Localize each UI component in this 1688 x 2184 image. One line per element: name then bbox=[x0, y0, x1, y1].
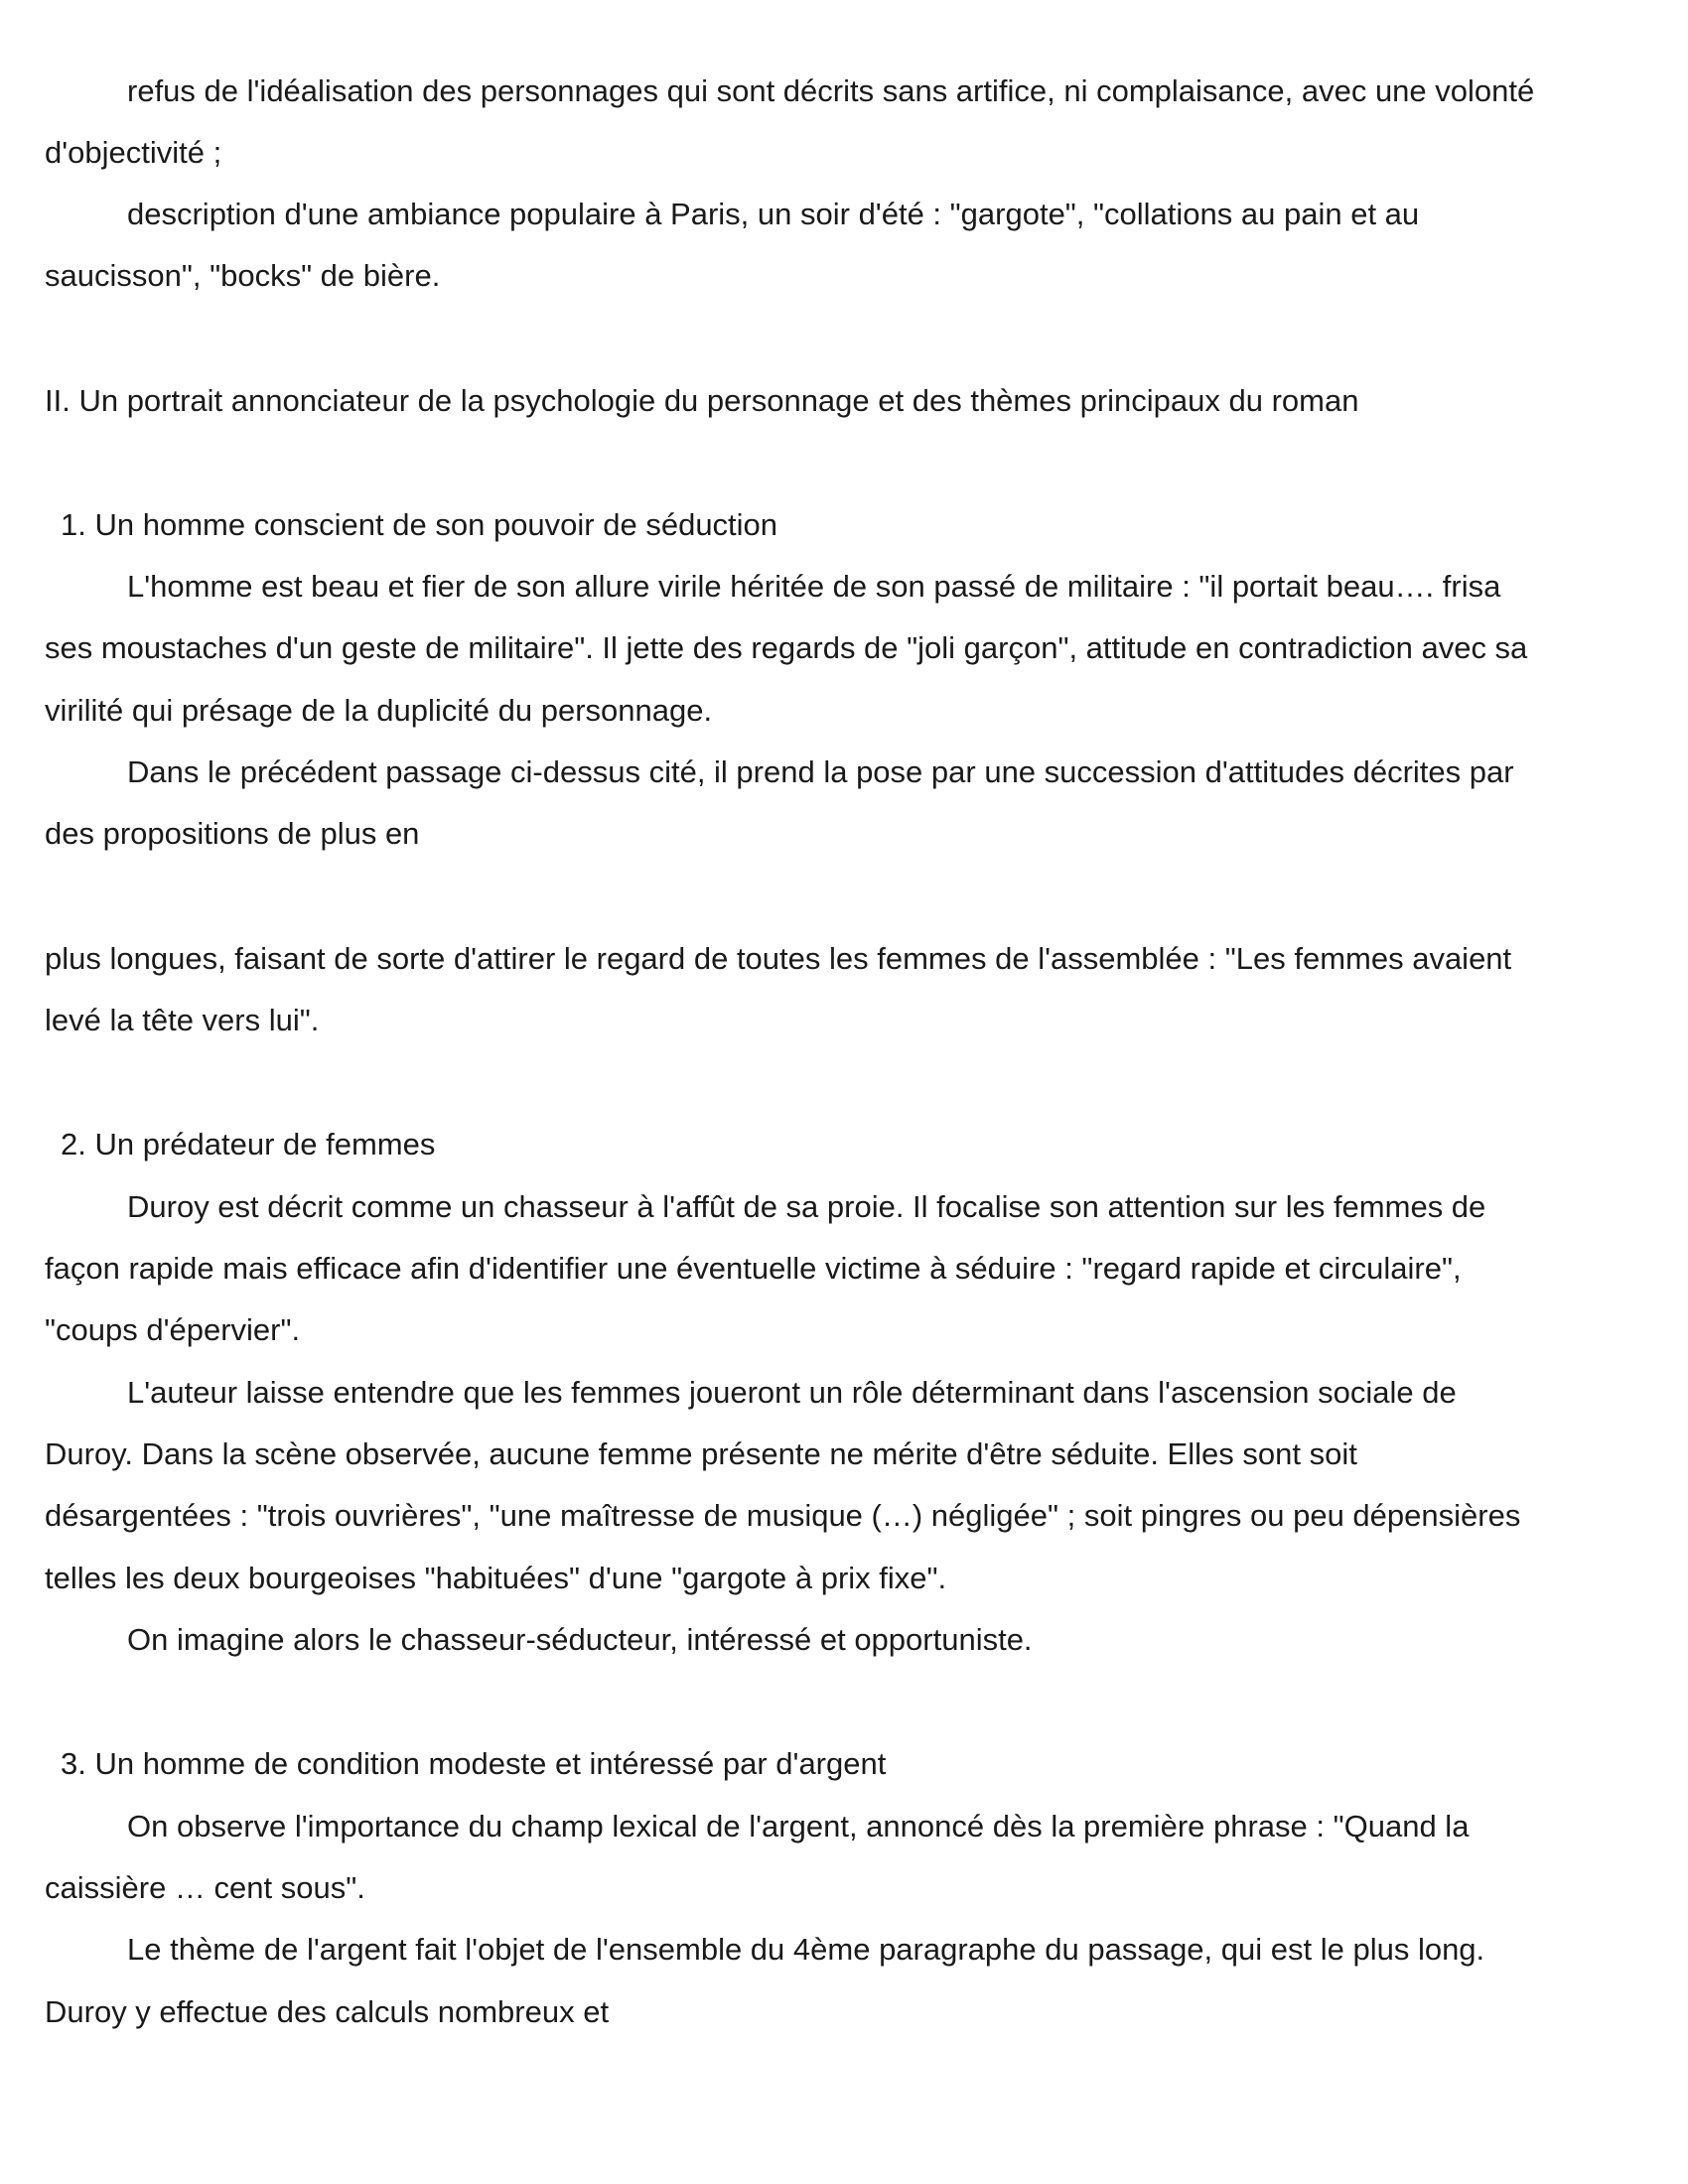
subsection-heading: 3. Un homme de condition modeste et intéressé par d'argent bbox=[61, 1746, 887, 1781]
text-line: Duroy. Dans la scène observée, aucune femme présente ne mérite d'être séduite. Elles sont soit bbox=[45, 1436, 1357, 1471]
text-line: On imagine alors le chasseur-séducteur, intéressé et opportuniste. bbox=[127, 1622, 1033, 1657]
text-line: telles les deux bourgeoises "habituées" d'une "gargote à prix fixe". bbox=[45, 1561, 947, 1595]
text-line: Duroy y effectue des calculs nombreux et bbox=[45, 1994, 610, 2029]
text-line: ses moustaches d'un geste de militaire". Il jette des regards de "joli garçon", attitude en contradiction avec sa bbox=[45, 630, 1528, 665]
text-line: plus longues, faisant de sorte d'attirer le regard de toutes les femmes de l'assemblée : "Les femmes avaient bbox=[45, 941, 1512, 976]
text-line: virilité qui présage de la duplicité du personnage. bbox=[45, 693, 713, 728]
subsection-heading: 1. Un homme conscient de son pouvoir de séduction bbox=[61, 507, 778, 542]
text-line: L'auteur laisse entendre que les femmes joueront un rôle déterminant dans l'ascension sociale de bbox=[127, 1375, 1457, 1410]
text-line: levé la tête vers lui". bbox=[45, 1003, 320, 1037]
text-line: L'homme est beau et fier de son allure virile héritée de son passé de militaire : "il portait beau…. frisa bbox=[127, 569, 1501, 604]
text-line: Dans le précédent passage ci-dessus cité, il prend la pose par une succession d'attitudes décrites par bbox=[127, 754, 1514, 789]
text-line: description d'une ambiance populaire à Paris, un soir d'été : "gargote", "collations au pain et au bbox=[127, 197, 1420, 231]
text-line: On observe l'importance du champ lexical de l'argent, annoncé dès la première phrase : "Quand la bbox=[127, 1809, 1470, 1843]
text-line: refus de l'idéalisation des personnages qui sont décrits sans artifice, ni complaisance, avec une volonté bbox=[127, 73, 1535, 108]
text-line: "coups d'épervier". bbox=[45, 1312, 301, 1347]
text-line: d'objectivité ; bbox=[45, 135, 222, 170]
text-line: Le thème de l'argent fait l'objet de l'ensemble du 4ème paragraphe du passage, qui est le plus long. bbox=[127, 1932, 1485, 1967]
subsection-heading: 2. Un prédateur de femmes bbox=[61, 1127, 436, 1161]
text-line: désargentées : "trois ouvrières", "une maîtresse de musique (…) négligée" ; soit pingres ou peu dépensières bbox=[45, 1498, 1521, 1533]
text-line: saucisson", "bocks" de bière. bbox=[45, 258, 441, 293]
text-line: façon rapide mais efficace afin d'identifier une éventuelle victime à séduire : "regard rapide et circulaire", bbox=[45, 1251, 1462, 1286]
text-line: des propositions de plus en bbox=[45, 816, 420, 851]
section-heading: II. Un portrait annonciateur de la psychologie du personnage et des thèmes principaux du roman bbox=[45, 383, 1359, 418]
text-line: caissière … cent sous". bbox=[45, 1870, 365, 1905]
text-line: Duroy est décrit comme un chasseur à l'affût de sa proie. Il focalise son attention sur les femmes de bbox=[127, 1189, 1486, 1224]
